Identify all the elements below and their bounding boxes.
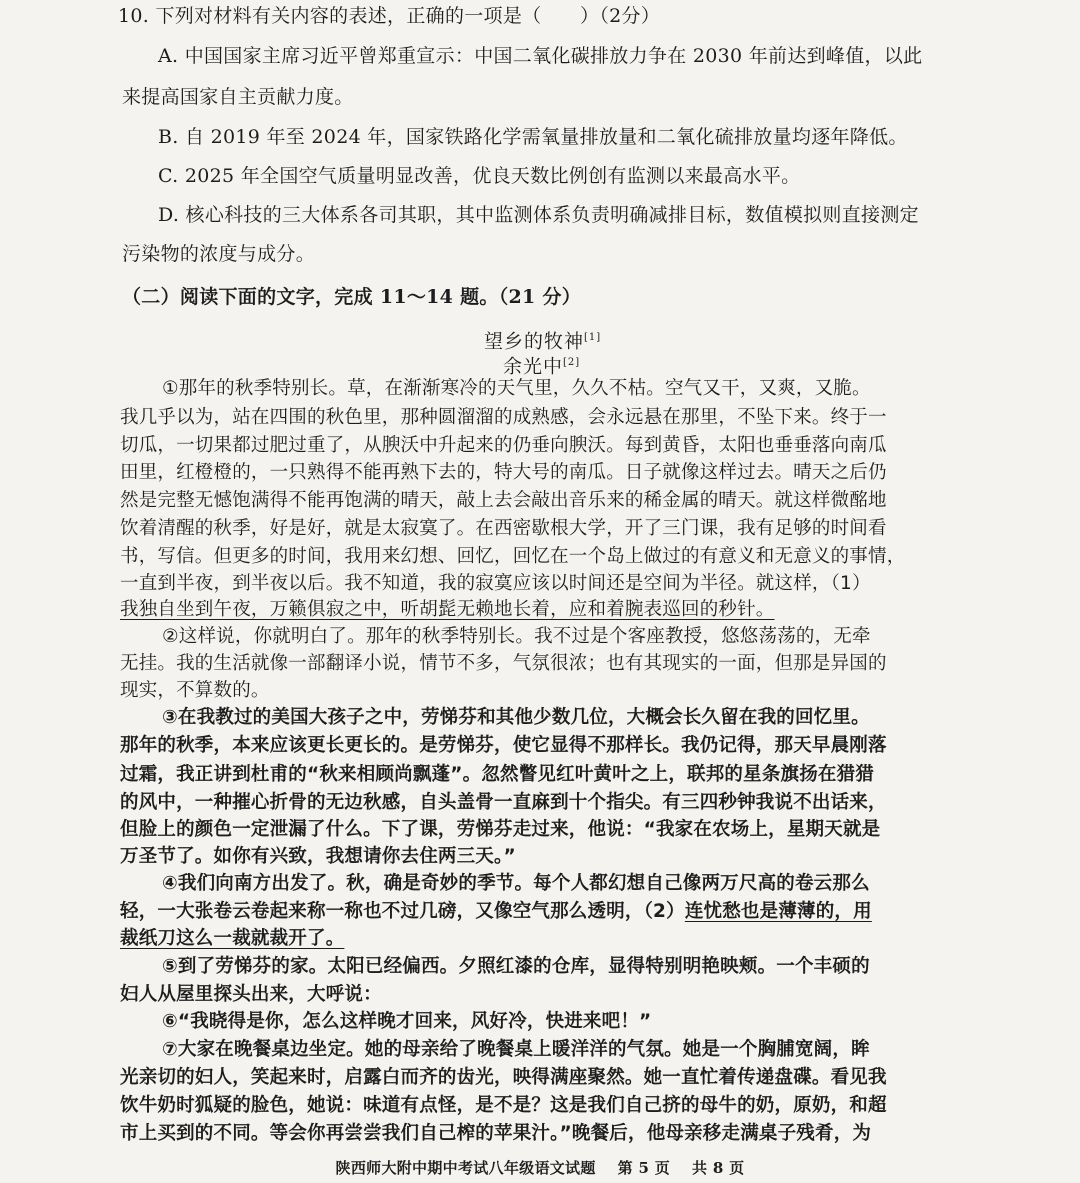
footer-page-number: 第 5 页 (617, 1159, 671, 1177)
p7-line-3: 饮牛奶时狐疑的脸色，她说：味道有点怪，是不是？这是我们自己挤的母牛的奶，原奶，和超 (120, 1095, 887, 1116)
option-a-line-2: 来提高国家自主贡献力度。 (122, 86, 354, 108)
p1-line-3: 切瓜，一切果都过肥过重了，从腴沃中升起来的仍垂向腴沃。每到黄昏，太阳也垂垂落向南瓜 (120, 435, 887, 456)
option-b: B. 自 2019 年至 2024 年，国家铁路化学需氧量排放量和二氧化硫排放量均逐年降低。 (158, 126, 908, 148)
p3-line-3: 过霜，我正讲到杜甫的“秋来相顾尚飘蓬”。忽然瞥见红叶黄叶之上，联邦的星条旗扬在猎猎 (120, 764, 875, 785)
option-d-line-2: 污染物的浓度与成分。 (122, 243, 316, 265)
p4-line-2-text: 轻，一大张卷云卷起来称一称也不过几磅，又像空气那么透明，（2） (120, 901, 685, 922)
page-footer (0, 1157, 1080, 1178)
p3-line-6: 万圣节了。如你有兴致，我想请你去住两三天。” (120, 846, 516, 867)
p2-line-2: 无挂。我的生活就像一部翻译小说，情节不多，气氛很浓；也有其现实的一面，但那是异国的 (120, 653, 887, 674)
article-title (484, 326, 601, 353)
p1-line-4: 田里，红橙橙的，一只熟得不能再熟下去的，特大号的南瓜。日子就像这样过去。晴天之后仍 (120, 462, 887, 483)
question-10-stem: 10. 下列对材料有关内容的表述，正确的一项是（ ）（2分） (118, 5, 661, 27)
p2-line-3: 现实，不算数的。 (120, 680, 270, 701)
author-footnote-mark: [2] (563, 357, 581, 368)
p1-line-8: 一直到半夜，到半夜以后。我不知道，我的寂寞应该以时间还是空间为半径。就这样，（1） (120, 573, 871, 594)
p1-line-2: 我几乎以为，站在四围的秋色里，那种圆溜溜的成熟感，会永远悬在那里，不坠下来。终于一 (120, 407, 887, 428)
p5-line-2: 妇人从屋里探头出来，大呼说： (120, 984, 382, 1005)
p7-line-4: 市上买到的不同。等会你再尝尝我们自己榨的苹果汁。”晚餐后，他母亲移走满桌子残肴，为 (120, 1123, 872, 1144)
p3-line-2: 那年的秋季，本来应该更长更长的。是劳悌芬，使它显得不那样长。我仍记得，那天早晨刚落 (120, 735, 887, 756)
footer-exam-title: 陕西师大附中期中考试八年级语文试题 (335, 1159, 596, 1177)
p1-line-1: ①那年的秋季特别长。草，在渐渐寒冷的天气里，久久不枯。空气又干，又爽，又脆。 (162, 378, 871, 399)
p3-line-1: ③在我教过的美国大孩子之中，劳悌芬和其他少数几位，大概会长久留在我的回忆里。 (162, 707, 870, 728)
p2-line-1: ②这样说，你就明白了。那年的秋季特别长。我不过是个客座教授，悠悠荡荡的，无牵 (162, 626, 871, 647)
p1-line-6: 饮着清醒的秋季，好是好，就是太寂寞了。在西密歇根大学，开了三门课，我有足够的时间看 (120, 518, 887, 539)
p1-line-7: 书，写信。但更多的时间，我用来幻想、回忆，回忆在一个岛上做过的有意义和无意义的事情， (120, 546, 906, 567)
option-c: C. 2025 年全国空气质量明显改善，优良天数比例创有监测以来最高水平。 (158, 165, 801, 187)
p1-underlined-sentence-1: 我独自坐到午夜，万籁俱寂之中，听胡髭无赖地长着，应和着腕表巡回的秒针。 (120, 599, 775, 620)
p5-line-1: ⑤到了劳悌芬的家。太阳已经偏西。夕照红漆的仓库，显得特别明艳映颊。一个丰硕的 (162, 956, 870, 977)
article-author (503, 351, 580, 378)
p4-line-2 (120, 900, 872, 924)
p3-line-4: 的风中，一种摧心折骨的无边秋感，自头盖骨一直麻到十个指尖。有三四秒钟我说不出话来， (120, 792, 887, 813)
p7-line-1: ⑦大家在晚餐桌边坐定。她的母亲给了晚餐桌上暖洋洋的气氛。她是一个胸脯宽阔，眸 (162, 1039, 870, 1060)
article-title-text: 望乡的牧神 (484, 330, 585, 353)
section-2-heading: （二）阅读下面的文字，完成 11～14 题。（21 分） (122, 286, 582, 308)
p1-line-5: 然是完整无憾饱满得不能再饱满的晴天，敲上去会敲出音乐来的稀金属的晴天。就这样微酩地 (120, 490, 887, 511)
option-d-line-1: D. 核心科技的三大体系各司其职，其中监测体系负责明确减排目标，数值模拟则直接测定 (158, 204, 919, 226)
p4-line-3: 裁纸刀这么一裁就裁开了。 (120, 928, 345, 949)
p4-underlined-sentence-2: 连忧愁也是薄薄的，用 (684, 901, 872, 922)
p6-line-1: ⑥“我晓得是你，怎么这样晚才回来，风好冷，快进来吧！” (162, 1011, 652, 1032)
p7-line-2: 光亲切的妇人，笑起来时，启露白而齐的齿光，映得满座聚然。她一直忙着传递盘碟。看见我 (120, 1067, 887, 1088)
title-footnote-mark: [1] (584, 332, 602, 343)
option-a-line-1: A. 中国国家主席习近平曾郑重宣示：中国二氧化碳排放力争在 2030 年前达到峰值，以此 (158, 45, 923, 67)
footer-total-pages: 共 8 页 (692, 1159, 745, 1177)
p3-line-5: 但脸上的颜色一定泄漏了什么。下了课，劳悌芬走过来，他说：“我家在农场上，星期天就是 (120, 819, 881, 840)
author-name: 余光中 (503, 355, 564, 378)
p4-line-1: ④我们向南方出发了。秋，确是奇妙的季节。每个人都幻想自己像两万尺高的卷云那么 (162, 873, 870, 894)
